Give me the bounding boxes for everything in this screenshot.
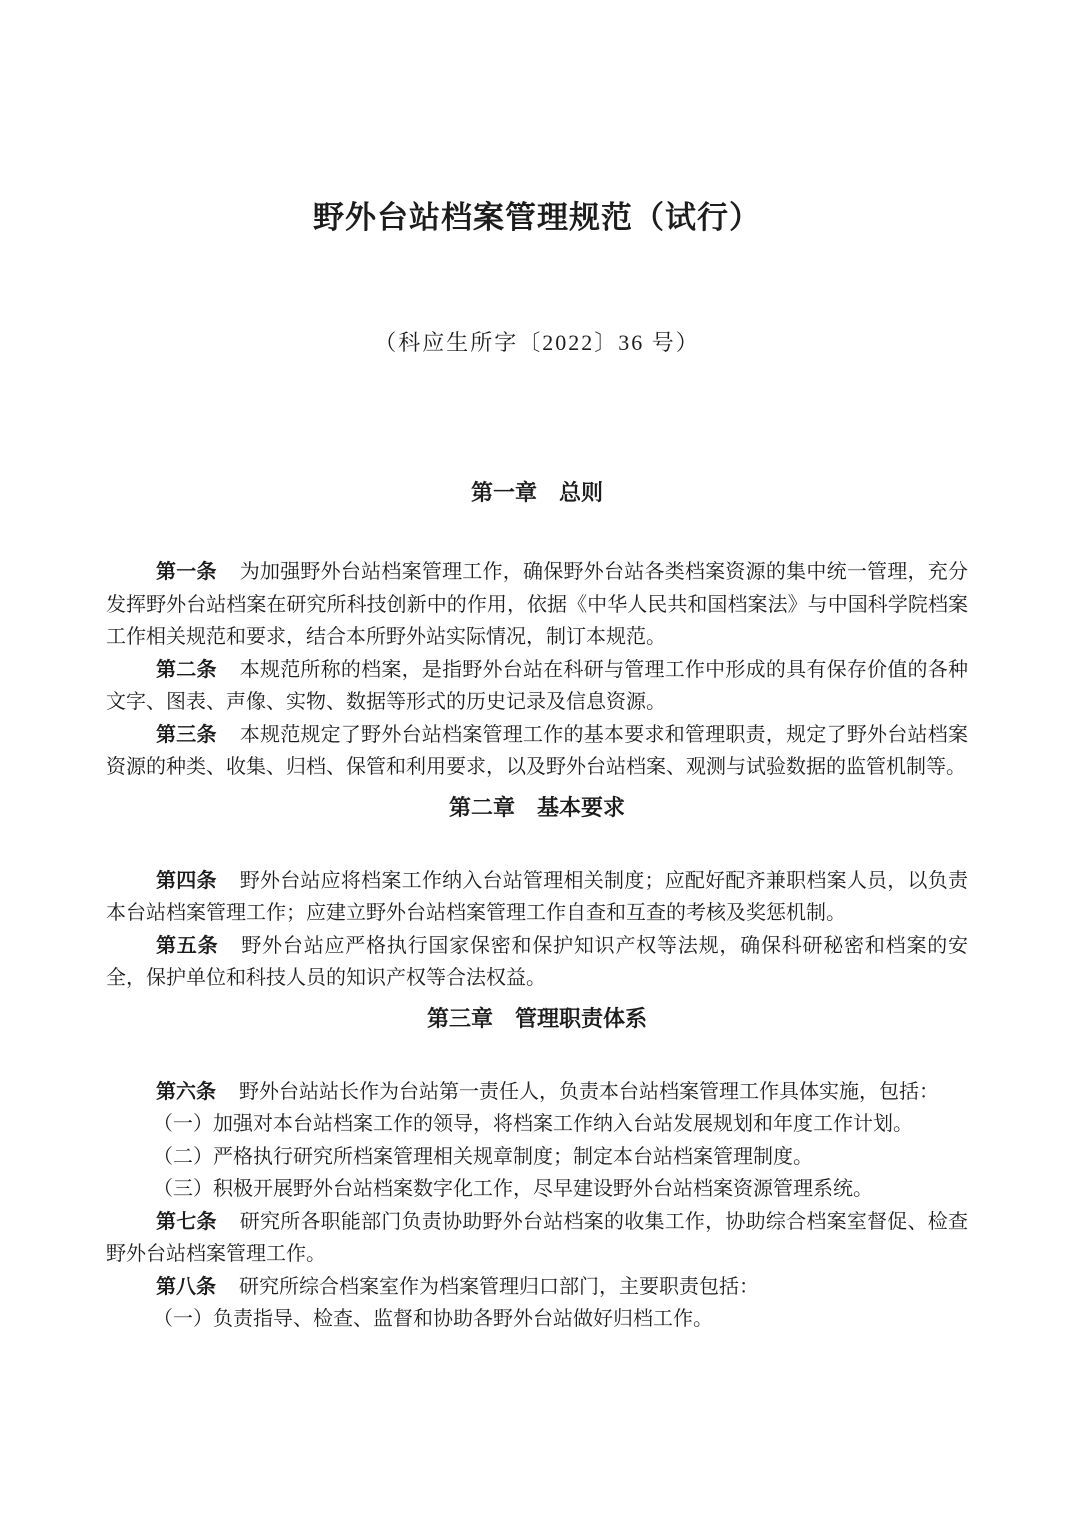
clause-paragraph: （一）负责指导、检查、监督和协助各野外台站做好归档工作。 — [153, 1308, 713, 1330]
article-text: 本规范规定了野外台站档案管理工作的基本要求和管理职责，规定了野外台站档案资源的种类、收集、归档、保管和利用要求，以及野外台站档案、观测与试验数据的监管机制等。 — [106, 723, 969, 778]
article-paragraph — [106, 556, 968, 654]
article-paragraph — [106, 1271, 968, 1304]
article-paragraph — [106, 1076, 968, 1109]
article-paragraph — [106, 719, 968, 784]
article-number: 第四条 — [156, 869, 217, 892]
document-body — [106, 476, 968, 1336]
article-paragraph — [106, 865, 968, 930]
document-number: （科应生所字〔2022〕36 号） — [374, 330, 700, 355]
article-text: 野外台站应严格执行国家保密和保护知识产权等法规，确保科研秘密和档案的安全，保护单位和科技人员的知识产权等合法权益。 — [106, 934, 969, 989]
article-number: 第六条 — [156, 1080, 216, 1103]
article-number: 第五条 — [156, 934, 219, 957]
chapter-heading: 第一章 总则 — [470, 480, 603, 505]
clause-paragraph: （三）积极开展野外台站档案数字化工作，尽早建设野外台站档案资源管理系统。 — [153, 1178, 873, 1200]
article-text: 野外台站应将档案工作纳入台站管理相关制度；应配好配齐兼职档案人员，以负责本台站档案管理工作；应建立野外台站档案管理工作自查和互查的考核及奖惩机制。 — [106, 869, 969, 924]
article-number: 第八条 — [156, 1275, 216, 1298]
article-text: 为加强野外台站档案管理工作，确保野外台站各类档案资源的集中统一管理，充分发挥野外台站档案在研究所科技创新中的作用，依据《中华人民共和国档案法》与中国科学院档案工作相关规范和要求，结合本所野外站实际情况，制订本规范。 — [106, 561, 969, 648]
article-paragraph — [106, 1206, 968, 1271]
clause-paragraph: （二）严格执行研究所档案管理相关规章制度；制定本台站档案管理制度。 — [153, 1145, 813, 1168]
article-text: 研究所各职能部门负责协助野外台站档案的收集工作，协助综合档案室督促、检查野外台站档案管理工作。 — [106, 1210, 969, 1265]
article-paragraph — [106, 654, 968, 719]
article-paragraph — [106, 930, 968, 995]
article-number: 第七条 — [156, 1210, 217, 1233]
article-text: 研究所综合档案室作为档案管理归口部门，主要职责包括： — [239, 1275, 759, 1298]
article-number: 第三条 — [156, 723, 217, 746]
clause-paragraph: （一）加强对本台站档案工作的领导，将档案工作纳入台站发展规划和年度工作计划。 — [153, 1113, 913, 1135]
article-text: 本规范所称的档案，是指野外台站在科研与管理工作中形成的具有保存价值的各种文字、图表、声像、实物、数据等形式的历史记录及信息资源。 — [106, 658, 969, 713]
chapter-heading: 第三章 管理职责体系 — [426, 1005, 647, 1031]
article-number: 第二条 — [156, 658, 217, 681]
chapter-heading: 第二章 基本要求 — [448, 794, 625, 820]
article-text: 野外台站站长作为台站第一责任人，负责本台站档案管理工作具体实施，包括： — [239, 1080, 939, 1103]
document-title: 野外台站档案管理规范（试行） — [313, 200, 761, 235]
article-number: 第一条 — [156, 561, 217, 583]
